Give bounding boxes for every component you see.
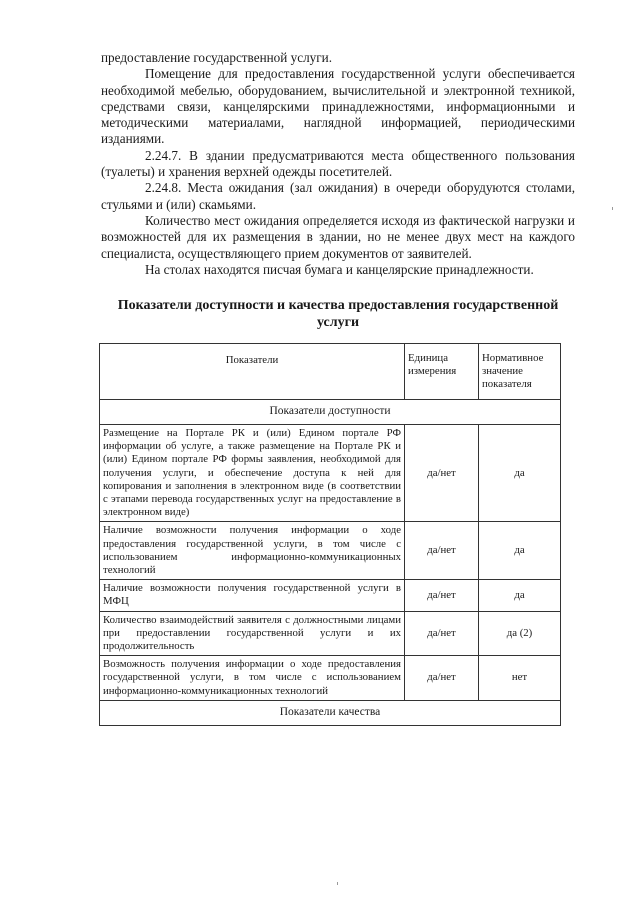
unit-cell: да/нет xyxy=(405,611,479,656)
table-row xyxy=(100,425,561,522)
indicator-cell: Наличие возможности получения государственной услуги в МФЦ xyxy=(100,580,405,611)
indicator-cell: Размещение на Портале РК и (или) Едином портале РФ информации об услуге, а также размещение на Портале РК и (или) Едином портале РФ формы заявления, необходимой для получения услуги, и обеспечение доступа к ней для копирования и заполнения в электронном виде (в соответствии с этапами перевода государственных услуг на предоставление в электронном виде) xyxy=(100,425,405,522)
table-header-row xyxy=(100,344,561,400)
paragraph: Количество мест ожидания определяется исходя из фактической нагрузки и возможностей для их размещения в здании, но не менее двух мест на каждого специалиста, осуществляющего прием документов от заявителей. xyxy=(101,212,575,261)
unit-cell: да/нет xyxy=(405,656,479,701)
paragraph: 2.24.8. Места ожидания (зал ожидания) в очереди оборудуются столами, стульями и (или) скамьями. xyxy=(101,180,575,212)
table-row xyxy=(100,580,561,611)
indicator-cell: Возможность получения информации о ходе предоставления государственной услуги, в том числе с использованием информационно-коммуникационных технологий xyxy=(100,656,405,701)
paragraph: На столах находятся писчая бумага и канцелярские принадлежности. xyxy=(145,261,534,277)
norm-cell: да xyxy=(479,522,561,580)
header-indicator: Показатели xyxy=(100,344,405,400)
header-norm: Нормативное значение показателя xyxy=(479,344,561,400)
header-unit: Единица измерения xyxy=(405,344,479,400)
section-row-quality xyxy=(100,700,561,725)
section-accessibility: Показатели доступности xyxy=(100,400,561,425)
paragraph: предоставление государственной услуги. xyxy=(101,50,333,65)
table-row xyxy=(100,611,561,656)
norm-cell: да xyxy=(479,580,561,611)
body-text xyxy=(101,50,575,278)
indicators-table xyxy=(99,343,561,726)
indicator-cell: Количество взаимодействий заявителя с должностными лицами при предоставлении государственной услуги и их продолжительность xyxy=(100,611,405,656)
section-quality: Показатели качества xyxy=(100,700,561,725)
unit-cell: да/нет xyxy=(405,580,479,611)
unit-cell: да/нет xyxy=(405,522,479,580)
norm-cell: нет xyxy=(479,656,561,701)
indicator-cell: Наличие возможности получения информации о ходе предоставления государственной услуги, в том числе с использованием информационно-коммуникационных технологий xyxy=(100,522,405,580)
scan-speck xyxy=(337,882,338,885)
section-row-accessibility xyxy=(100,400,561,425)
norm-cell: да xyxy=(479,425,561,522)
section-title: Показатели доступности и качества предоставления государственной услуги xyxy=(117,298,559,330)
unit-cell: да/нет xyxy=(405,425,479,522)
paragraph: 2.24.7. В здании предусматриваются места общественного пользования (туалеты) и хранения верхней одежды посетителей. xyxy=(101,147,575,180)
table-row xyxy=(100,656,561,701)
scan-speck xyxy=(612,207,613,210)
norm-cell: да (2) xyxy=(479,611,561,656)
table-row xyxy=(100,522,561,580)
paragraph: Помещение для предоставления государственной услуги обеспечивается необходимой мебелью, оборудованием, вычислительной и электронной техникой, средствами связи, канцелярскими принадлежностями, информационными и методическими материалами, наглядной информацией, периодическими изданиями. xyxy=(101,66,575,147)
